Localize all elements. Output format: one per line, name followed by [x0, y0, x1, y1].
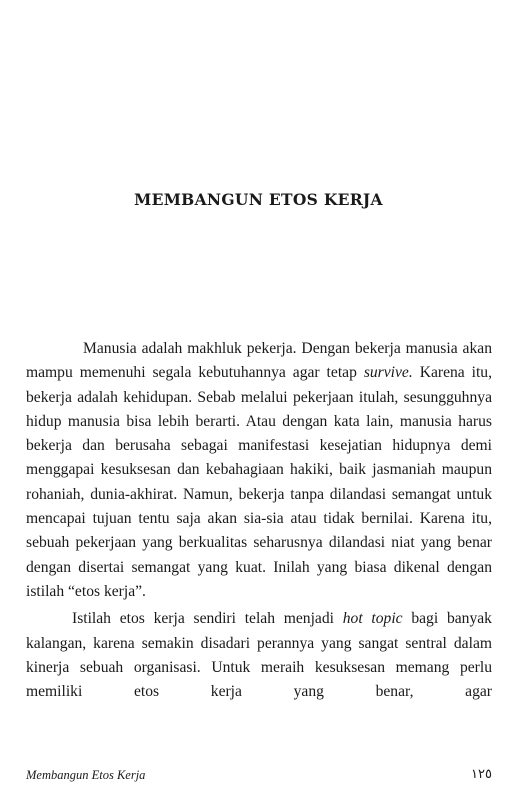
paragraph-1-text-b: Karena itu, bekerja adalah kehidupan. Sebab melalui pekerjaan itulah, sesungguhnya hidup manusia bisa lebih berarti. Atau dengan kata lain, manusia harus bekerja dan berusaha sebagai manifestasi kesejatian hidupnya demi menggapai kesuksesan dan kebahagiaan hakiki, baik jasmaniah maupun rohaniah, dunia-akhirat. Namun, bekerja tanpa dilandasi semangat untuk mencapai tujuan tentu saja akan sia-sia atau tidak bernilai. Karena itu, sebuah pekerjaan yang berkualitas seharusnya dilandasi niat yang benar dengan disertai semangat yang kuat. Inilah yang biasa dikenal dengan istilah “etos kerja”.: [26, 364, 493, 600]
page-footer: [26, 768, 492, 788]
paragraph-1-italic: survive.: [363, 364, 413, 382]
running-title: Membangun Etos Kerja: [26, 768, 146, 782]
chapter-title: MEMBANGUN ETOS KERJA: [134, 190, 383, 209]
paragraph-2-text-a: Istilah etos kerja sendiri telah menjadi: [72, 610, 343, 628]
paragraph-2-text-b: bagi banyak kalangan, karena semakin disadari perannya yang sangat sentral dalam kinerja sebuah organisasi. Untuk meraih kesuksesan memang perlu memiliki etos kerja yang benar, agar: [26, 610, 492, 701]
paragraph-1-text-a: Manusia adalah makhluk pekerja. Dengan bekerja manusia akan mampu memenuhi segala kebutuhannya agar tetap: [26, 340, 492, 382]
paragraph-2-italic: hot topic: [342, 610, 403, 628]
body-text: [26, 337, 492, 704]
paragraph-2: [26, 607, 492, 704]
paragraph-1: [26, 337, 492, 604]
page-number: ١٢٥: [471, 767, 492, 782]
